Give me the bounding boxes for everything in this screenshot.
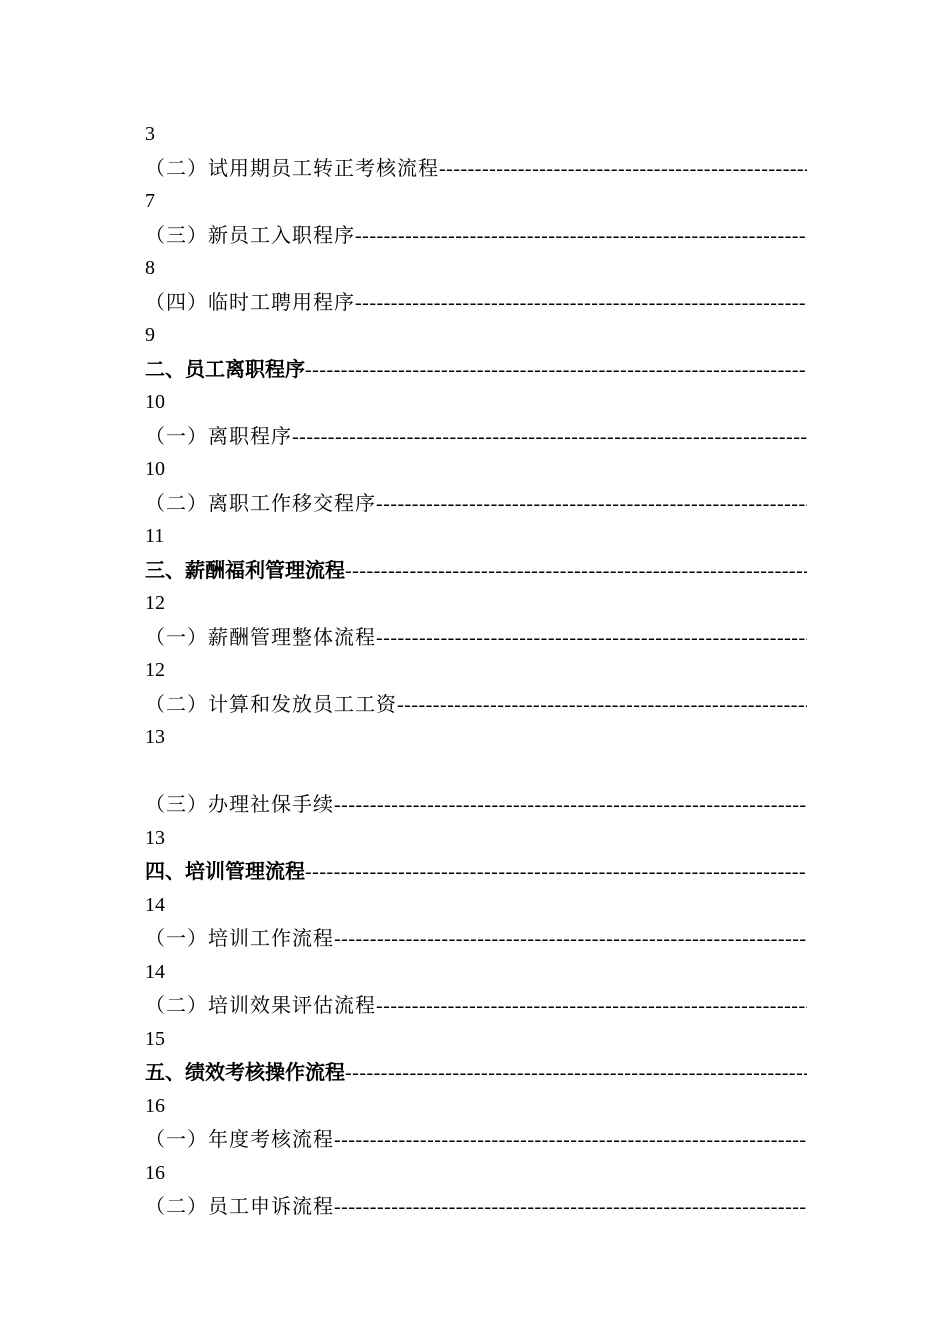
toc-page-number: 16 — [145, 1161, 165, 1184]
toc-leader-dashes — [334, 1124, 807, 1157]
toc-section-heading[interactable] — [145, 353, 807, 387]
toc-entry-title: （三）办理社保手续 — [145, 792, 334, 816]
toc-section-heading[interactable] — [145, 855, 807, 889]
toc-page-number: 13 — [145, 726, 165, 748]
toc-leader-dashes — [439, 153, 807, 186]
toc-entry[interactable] — [145, 1190, 807, 1224]
toc-entry[interactable] — [145, 788, 807, 822]
toc-leader-dashes — [334, 1191, 807, 1224]
toc-heading-title: 二、员工离职程序 — [145, 356, 305, 381]
toc-entry-title: （一）培训工作流程 — [145, 926, 334, 950]
toc-leader-dashes — [355, 220, 807, 253]
toc-page-number: 13 — [145, 826, 165, 849]
toc-entry-title: （四）临时工聘用程序 — [145, 289, 355, 314]
toc-page-number: 3 — [145, 123, 155, 145]
toc-page-number: 9 — [145, 324, 155, 346]
toc-entry-title: （二）计算和发放员工工资 — [145, 691, 397, 716]
toc-entry-title: （一）离职程序 — [145, 423, 292, 448]
toc-entry[interactable] — [145, 922, 807, 956]
toc-leader-dashes — [292, 421, 807, 454]
toc-entry-title: （一）薪酬管理整体流程 — [145, 624, 376, 649]
toc-page-number: 14 — [145, 893, 165, 916]
toc-page-number: 11 — [145, 525, 165, 547]
blank-line — [145, 755, 807, 789]
toc-leader-dashes — [345, 555, 807, 588]
toc-leader-dashes — [305, 354, 807, 387]
table-of-contents — [145, 118, 807, 1224]
toc-entry-title: （二）员工申诉流程 — [145, 1194, 334, 1218]
toc-entry-title: （一）年度考核流程 — [145, 1127, 334, 1151]
toc-heading-title: 五、绩效考核操作流程 — [145, 1060, 345, 1084]
toc-leader-dashes — [334, 923, 807, 956]
toc-page-number: 12 — [145, 592, 165, 614]
toc-page-number: 7 — [145, 190, 155, 212]
toc-entry[interactable] — [145, 219, 807, 253]
toc-entry-title: （三）新员工入职程序 — [145, 222, 355, 247]
toc-leader-dashes — [376, 990, 807, 1023]
toc-entry[interactable] — [145, 420, 807, 454]
toc-entry[interactable] — [145, 688, 807, 722]
toc-page-number: 10 — [145, 458, 165, 480]
toc-entry-title: （二）试用期员工转正考核流程 — [145, 155, 439, 180]
toc-leader-dashes — [376, 488, 807, 521]
toc-leader-dashes — [376, 622, 807, 655]
toc-page-number: 12 — [145, 659, 165, 681]
toc-leader-dashes — [334, 789, 807, 822]
toc-entry[interactable] — [145, 989, 807, 1023]
toc-entry-title: （二）培训效果评估流程 — [145, 993, 376, 1017]
toc-leader-dashes — [345, 1057, 807, 1090]
toc-section-heading[interactable] — [145, 554, 807, 588]
toc-leader-dashes — [355, 287, 807, 320]
toc-section-heading[interactable] — [145, 1056, 807, 1090]
toc-entry[interactable] — [145, 487, 807, 521]
toc-leader-dashes — [397, 689, 807, 722]
toc-entry[interactable] — [145, 286, 807, 320]
toc-page-number: 14 — [145, 960, 165, 983]
toc-page-number: 15 — [145, 1027, 165, 1050]
toc-heading-title: 三、薪酬福利管理流程 — [145, 557, 345, 582]
toc-page-number: 16 — [145, 1094, 165, 1117]
toc-heading-title: 四、培训管理流程 — [145, 859, 305, 883]
toc-entry[interactable] — [145, 621, 807, 655]
toc-entry[interactable] — [145, 152, 807, 186]
toc-entry-title: （二）离职工作移交程序 — [145, 490, 376, 515]
toc-leader-dashes — [305, 856, 807, 889]
toc-page-number: 8 — [145, 257, 155, 279]
toc-entry[interactable] — [145, 1123, 807, 1157]
toc-page-number: 10 — [145, 391, 165, 413]
